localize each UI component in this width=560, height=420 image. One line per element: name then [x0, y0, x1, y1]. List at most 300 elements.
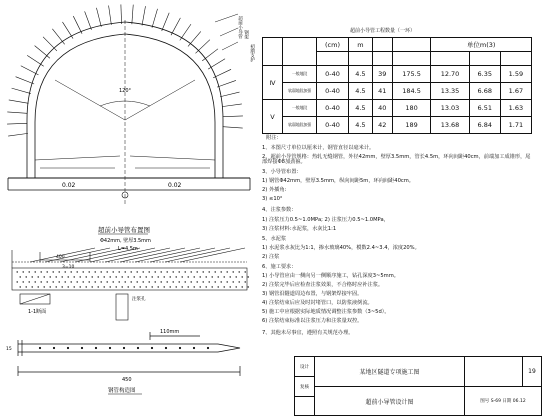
concrete-dot: [200, 286, 201, 287]
value-cell: 6.51: [469, 100, 500, 117]
note-line: 3、小导管布置：: [262, 169, 302, 175]
pipe-mark: [8, 133, 28, 136]
pipe-mark: [12, 88, 31, 93]
concrete-dot: [164, 276, 165, 277]
table-header-cell: [372, 38, 392, 52]
concrete-dot: [206, 276, 207, 277]
concrete-dot: [38, 286, 39, 287]
concrete-dot: [41, 281, 42, 282]
concrete-dot: [248, 286, 249, 287]
concrete-dot: [140, 276, 141, 277]
count-cell: 42: [372, 117, 392, 134]
value-cell: 1.67: [500, 83, 531, 100]
concrete-dot: [152, 286, 153, 287]
table-header-cell: [392, 38, 430, 52]
pipe-mark: [132, 5, 133, 25]
grout-hole: [193, 347, 195, 349]
concrete-dot: [161, 271, 162, 272]
pipe-mark: [188, 31, 201, 46]
pipe-mark: [52, 29, 64, 44]
concrete-dot: [80, 276, 81, 277]
table-header-cell: [263, 38, 283, 66]
length-cell: 4.5: [349, 100, 373, 117]
concrete-dot: [191, 281, 192, 282]
concrete-dot: [182, 286, 183, 287]
concrete-dot: [68, 286, 69, 287]
note-line: 2、超前小导管规格：热轧无缝钢管，外径42mm，壁厚3.5mm，管长4.5m，环向间距40cm，前端加工成锥形，尾部焊接Φ8加劲箍。: [262, 154, 531, 166]
concrete-dot: [68, 276, 69, 277]
group-cell: Ⅴ: [263, 100, 283, 134]
pipe-mark: [121, 4, 122, 24]
pipe-dim-a: 400: [56, 255, 65, 260]
concrete-dot: [86, 286, 87, 287]
concrete-dot: [239, 281, 240, 282]
concrete-dot: [164, 286, 165, 287]
pipe-mark: [73, 16, 82, 34]
concrete-dot: [149, 271, 150, 272]
table-row: [263, 66, 532, 83]
concrete-dot: [152, 276, 153, 277]
table-header-cell: [317, 52, 349, 66]
concrete-dot: [35, 271, 36, 272]
tb-empty: [295, 397, 315, 415]
concrete-dot: [98, 276, 99, 277]
concrete-dot: [227, 271, 228, 272]
tb-label-check: 复核: [295, 377, 315, 397]
tb-date: 图号 S-69 日期 06.12: [480, 399, 526, 404]
concrete-dot: [20, 276, 21, 277]
concrete-dot: [128, 276, 129, 277]
concrete-dot: [203, 271, 204, 272]
concrete-dot: [176, 286, 177, 287]
table-header-cell: [431, 52, 469, 66]
concrete-dot: [146, 286, 147, 287]
concrete-dot: [221, 281, 222, 282]
table-title: 超前小导管工程数量（一环）: [350, 28, 416, 34]
concrete-dot: [89, 271, 90, 272]
concrete-dot: [245, 271, 246, 272]
note-line: 1) 钢管Φ42mm，壁厚3.5mm，纵向间距5m，环向间距40cm。: [262, 178, 414, 184]
concrete-dot: [32, 286, 33, 287]
grout-hole: [207, 347, 209, 349]
concrete-dot: [92, 286, 93, 287]
pipe-mark: [208, 59, 225, 69]
concrete-dot: [188, 276, 189, 277]
value-cell: 12.70: [431, 66, 469, 83]
concrete-dot: [143, 271, 144, 272]
concrete-dot: [188, 286, 189, 287]
concrete-dot: [185, 271, 186, 272]
concrete-dot: [107, 271, 108, 272]
grout-hole: [179, 347, 181, 349]
pipe-mark: [142, 6, 145, 25]
concrete-dot: [170, 276, 171, 277]
grout-hole: [95, 347, 97, 349]
concrete-dot: [80, 286, 81, 287]
concrete-dot: [233, 271, 234, 272]
range-cell: 0-40: [317, 117, 349, 134]
concrete-dot: [125, 271, 126, 272]
table-header-cell: [372, 52, 392, 66]
pipe-spec-label: Φ42mm, 壁厚3.5mm: [100, 238, 151, 244]
concrete-dot: [104, 276, 105, 277]
table-header-cell: 单位m(3): [431, 38, 532, 52]
concrete-dot: [17, 281, 18, 282]
concrete-dot: [128, 286, 129, 287]
concrete-dot: [230, 286, 231, 287]
concrete-dot: [29, 281, 30, 282]
bottom-title: 钢管构造图: [108, 388, 136, 394]
value-cell: 6.68: [469, 83, 500, 100]
concrete-dot: [218, 286, 219, 287]
range-cell: 0-40: [317, 66, 349, 83]
concrete-dot: [113, 271, 114, 272]
concrete-dot: [59, 271, 60, 272]
note-line: 3) ≤10°: [262, 196, 283, 202]
note-line: 2) 注浆完毕后应检查注浆效果，不合格时应补注浆。: [262, 282, 384, 288]
concrete-dot: [119, 281, 120, 282]
grout-hole: [123, 347, 125, 349]
concrete-dot: [131, 271, 132, 272]
end-hole-note: 110mm: [160, 329, 180, 335]
pipe-mark: [7, 112, 27, 113]
pipe-mark: [180, 24, 191, 40]
table-header-cell: m: [349, 38, 373, 52]
concrete-dot: [242, 286, 243, 287]
value-cell: 1.71: [500, 117, 531, 134]
item-cell: 一般地段: [283, 66, 317, 83]
concrete-dot: [53, 271, 54, 272]
total-cell: 184.5: [392, 83, 430, 100]
pipe-mark: [35, 46, 50, 59]
concrete-dot: [29, 271, 30, 272]
pipe-mark: [202, 49, 218, 61]
concrete-dot: [83, 271, 84, 272]
pipe-length-label: L=4.5m: [118, 246, 138, 252]
concrete-dot: [200, 276, 201, 277]
concrete-dot: [176, 276, 177, 277]
note-line: 2) 外插角:: [262, 187, 287, 193]
pipe-dim-b: 3=10: [62, 265, 75, 270]
pipe-mark: [213, 69, 231, 78]
concrete-dot: [158, 276, 159, 277]
concrete-dot: [101, 271, 102, 272]
concrete-dot: [161, 281, 162, 282]
concrete-dot: [143, 281, 144, 282]
concrete-dot: [245, 281, 246, 282]
concrete-dot: [92, 276, 93, 277]
tb-project: 某地区隧道专项施工图: [315, 357, 465, 387]
quantity-table: [262, 37, 532, 134]
table-header-cell: (cm): [317, 38, 349, 52]
item-cell: 软弱地段加强: [283, 117, 317, 134]
concrete-dot: [23, 281, 24, 282]
grout-hole: [165, 347, 167, 349]
concrete-dot: [23, 271, 24, 272]
concrete-dot: [116, 276, 117, 277]
table-header-cell: [349, 52, 373, 66]
concrete-dot: [179, 271, 180, 272]
concrete-dot: [212, 276, 213, 277]
concrete-dot: [182, 276, 183, 277]
note-line: 2) 注浆: [262, 254, 280, 260]
pipe-mark: [152, 9, 158, 28]
count-cell: 40: [372, 100, 392, 117]
concrete-dot: [65, 281, 66, 282]
concrete-dot: [104, 286, 105, 287]
end-total-length: 450: [122, 377, 132, 383]
concrete-dot: [236, 286, 237, 287]
concrete-dot: [59, 281, 60, 282]
count-cell: 41: [372, 83, 392, 100]
concrete-dot: [62, 286, 63, 287]
slope-right-label: 0.02: [168, 182, 182, 189]
pipe-mark: [9, 100, 29, 103]
concrete-dot: [83, 281, 84, 282]
pipe-mark: [223, 127, 243, 128]
concrete-dot: [137, 271, 138, 272]
concrete-dot: [191, 271, 192, 272]
concrete-dot: [131, 281, 132, 282]
grout-hole: [81, 347, 83, 349]
concrete-dot: [44, 286, 45, 287]
grout-hole: [109, 347, 111, 349]
total-cell: 189: [392, 117, 430, 134]
value-cell: 6.84: [469, 117, 500, 134]
pipe-mark: [162, 13, 169, 31]
pipe-mark: [220, 92, 239, 97]
concrete-dot: [56, 286, 57, 287]
group-cell: Ⅳ: [263, 66, 283, 100]
concrete-dot: [89, 281, 90, 282]
concrete-dot: [122, 276, 123, 277]
concrete-dot: [26, 276, 27, 277]
pipe-mark: [96, 8, 101, 27]
pipe-mark: [85, 11, 92, 29]
concrete-dot: [197, 281, 198, 282]
concrete-dot: [35, 281, 36, 282]
concrete-dot: [149, 281, 150, 282]
concrete-dot: [218, 276, 219, 277]
pipe-mark: [217, 80, 236, 87]
pipe-mark: [7, 123, 27, 124]
pipe-mark: [27, 55, 44, 66]
concrete-dot: [173, 271, 174, 272]
concrete-dot: [233, 281, 234, 282]
concrete-dot: [215, 281, 216, 282]
table-header-cell: [500, 52, 531, 66]
table-header-cell: [283, 38, 317, 66]
note-line: 6、施工要求：: [262, 264, 297, 270]
concrete-dot: [194, 276, 195, 277]
concrete-dot: [71, 271, 72, 272]
side-label-1: 超前小导管: [237, 16, 243, 39]
concrete-dot: [98, 286, 99, 287]
pipe-mark: [222, 104, 242, 107]
grout-hole: [39, 347, 41, 349]
concrete-dot: [38, 276, 39, 277]
side-label-2: 钢架: [243, 30, 249, 39]
concrete-dot: [224, 286, 225, 287]
concrete-dot: [17, 271, 18, 272]
left-mark-label: 15: [6, 347, 12, 352]
concrete-dot: [62, 276, 63, 277]
concrete-dot: [155, 271, 156, 272]
grout-hole: [53, 347, 55, 349]
tb-drawing-name: 超前小导管设计图: [315, 387, 465, 415]
note-line: 7、其他未尽事宜，遵照有关规范办理。: [262, 330, 354, 336]
concrete-dot: [47, 271, 48, 272]
concrete-dot: [212, 286, 213, 287]
concrete-dot: [221, 271, 222, 272]
concrete-dot: [209, 271, 210, 272]
section-title: 超前小导管布置图: [98, 226, 150, 234]
title-block: [294, 356, 542, 416]
concrete-dot: [167, 281, 168, 282]
note-line: 6) 注浆结束标准以注浆压力和注浆量双控。: [262, 318, 363, 324]
concrete-dot: [173, 281, 174, 282]
concrete-dot: [179, 281, 180, 282]
concrete-dot: [95, 271, 96, 272]
note-line: 5、水泥浆: [262, 236, 287, 242]
note-line: 4) 注浆结束后应及时封堵管口，以防浆液倒流。: [262, 300, 373, 306]
concrete-dot: [209, 281, 210, 282]
concrete-dot: [170, 286, 171, 287]
concrete-dot: [125, 281, 126, 282]
concrete-dot: [167, 271, 168, 272]
concrete-dot: [107, 281, 108, 282]
length-cell: 4.5: [349, 66, 373, 83]
concrete-dot: [236, 276, 237, 277]
section-cut-label: 1-1断面: [28, 309, 47, 315]
note-line: 1、本图尺寸单位以厘米计，钢管直径以毫米计。: [262, 145, 375, 151]
concrete-dot: [230, 276, 231, 277]
concrete-dot: [44, 276, 45, 277]
concrete-dot: [71, 281, 72, 282]
pipe-mark: [43, 37, 57, 51]
concrete-dot: [86, 276, 87, 277]
concrete-dot: [74, 286, 75, 287]
concrete-dot: [122, 286, 123, 287]
note-line: 4、注浆参数：: [262, 207, 297, 213]
concrete-dot: [203, 281, 204, 282]
pipe-mark: [171, 18, 180, 35]
concrete-dot: [32, 276, 33, 277]
note-line: 3) 钢管沿隧道周边布置，与钢架焊接牢固。: [262, 291, 363, 297]
range-cell: 0-40: [317, 83, 349, 100]
concrete-dot: [242, 276, 243, 277]
note-line: 1) 水泥浆水灰比为1:1，掺水玻璃40%，模数2.4~3.4，浓度20%。: [262, 245, 420, 251]
concrete-dot: [47, 281, 48, 282]
arch-angle-label: 120°: [119, 88, 132, 94]
concrete-dot: [56, 276, 57, 277]
pipe-mark: [16, 77, 35, 84]
note-line: 1) 小导管应由一侧向另一侧顺序施工，钻孔深度3~5mm。: [262, 273, 399, 279]
concrete-dot: [101, 281, 102, 282]
table-header-cell: [469, 52, 500, 66]
value-cell: 1.63: [500, 100, 531, 117]
concrete-dot: [146, 276, 147, 277]
concrete-dot: [65, 271, 66, 272]
table-row: [263, 83, 532, 100]
length-cell: 4.5: [349, 117, 373, 134]
concrete-dot: [50, 276, 51, 277]
value-cell: 1.59: [500, 66, 531, 83]
item-cell: 软弱地段加强: [283, 83, 317, 100]
pipe-mark: [62, 22, 73, 39]
concrete-dot: [77, 271, 78, 272]
concrete-dot: [110, 286, 111, 287]
grout-hole: [137, 347, 139, 349]
value-cell: 6.35: [469, 66, 500, 83]
side-label-3: 初期支护: [249, 44, 255, 62]
tb-blank: [465, 357, 523, 387]
grout-hole: [67, 347, 69, 349]
tb-sheet-no: 19: [523, 357, 541, 387]
grout-hole: [151, 347, 153, 349]
count-cell: 39: [372, 66, 392, 83]
pipe-mark: [195, 40, 209, 54]
pipe-mark: [21, 66, 39, 75]
section-cut-note: 注浆孔: [132, 297, 146, 302]
pipe-mark: [223, 116, 243, 117]
concrete-dot: [185, 281, 186, 282]
note-line: 1) 注浆压力0.5~1.0MPa; 2) 注浆压力0.5~1.0MPa，: [262, 217, 389, 223]
concrete-dot: [95, 281, 96, 282]
concrete-dot: [20, 286, 21, 287]
concrete-dot: [224, 276, 225, 277]
total-cell: 175.5: [392, 66, 430, 83]
concrete-dot: [41, 271, 42, 272]
concrete-dot: [50, 286, 51, 287]
table-row: [263, 100, 532, 117]
length-cell: 4.5: [349, 83, 373, 100]
concrete-dot: [134, 286, 135, 287]
value-cell: 13.03: [431, 100, 469, 117]
concrete-dot: [239, 271, 240, 272]
range-cell: 0-40: [317, 100, 349, 117]
total-cell: 180: [392, 100, 430, 117]
note-line: 5) 施工中应根据实际地质情况调整注浆参数（3~5d）。: [262, 309, 390, 315]
concrete-dot: [116, 286, 117, 287]
concrete-dot: [140, 286, 141, 287]
tb-label-design: 设计: [295, 357, 315, 377]
note-line: 3) 注浆材料:水泥浆，水灰比1:1: [262, 226, 337, 232]
concrete-dot: [110, 276, 111, 277]
concrete-dot: [158, 286, 159, 287]
concrete-dot: [197, 271, 198, 272]
concrete-dot: [74, 276, 75, 277]
table-row: [263, 117, 532, 134]
tunnel-drawing: [0, 0, 262, 420]
concrete-dot: [53, 281, 54, 282]
concrete-dot: [77, 281, 78, 282]
slope-left-label: 0.02: [62, 182, 76, 189]
concrete-dot: [194, 286, 195, 287]
concrete-dot: [134, 276, 135, 277]
item-cell: 一般地段: [283, 100, 317, 117]
concrete-dot: [119, 271, 120, 272]
concrete-dot: [26, 286, 27, 287]
concrete-dot: [137, 281, 138, 282]
pipe-mark: [109, 5, 112, 24]
concrete-dot: [248, 276, 249, 277]
notes-heading: 附注：: [266, 135, 282, 141]
concrete-dot: [155, 281, 156, 282]
table-header-cell: [392, 52, 430, 66]
value-cell: 13.68: [431, 117, 469, 134]
concrete-dot: [215, 271, 216, 272]
